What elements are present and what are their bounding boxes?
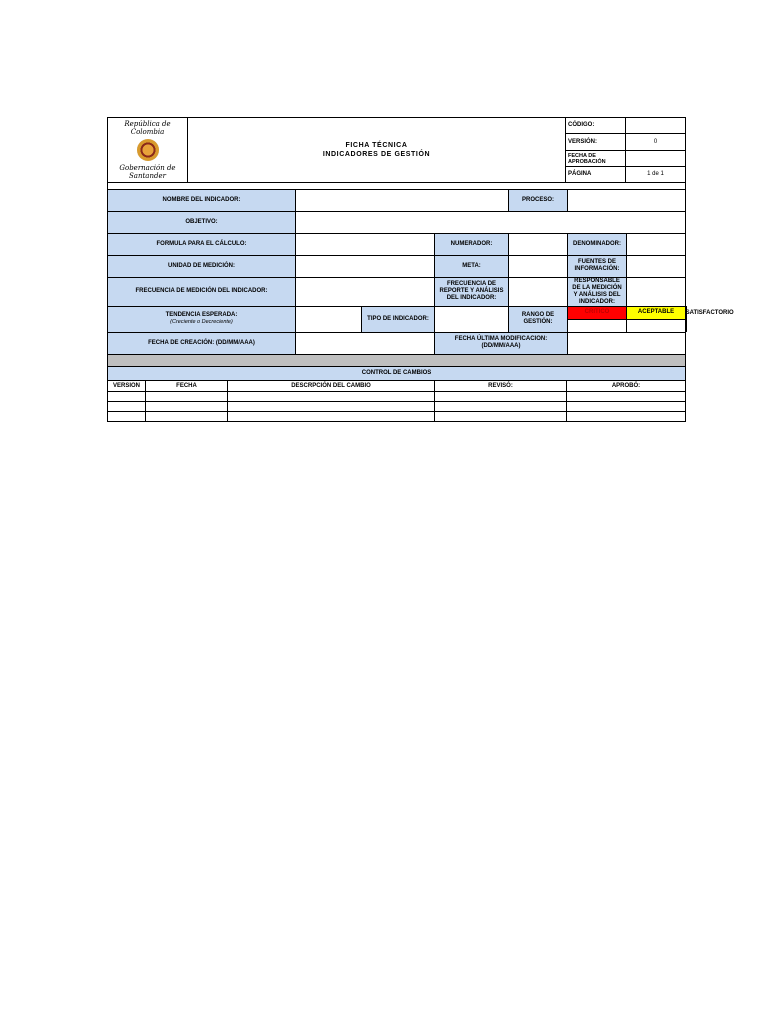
separator-band: [108, 354, 686, 366]
cell-descripcion[interactable]: [228, 412, 435, 422]
table-row: [108, 392, 686, 402]
control-cambios-table: [107, 367, 686, 423]
numerador-label: NUMERADOR:: [435, 233, 509, 255]
cell-fecha[interactable]: [146, 402, 228, 412]
title-line-1: FICHA TÉCNICA: [345, 142, 408, 149]
formula-field[interactable]: [296, 233, 435, 255]
numerador-field[interactable]: [509, 233, 568, 255]
responsable-label: RESPONSABLE DE LA MEDICIÓN Y ANÁLISIS DEL INDICADOR:: [568, 277, 627, 306]
col-header-reviso: REVISÓ:: [435, 381, 567, 392]
pagina-value: 1 de 1: [626, 167, 686, 183]
fuentes-label: FUENTES DE INFORMACIÓN:: [568, 255, 627, 277]
fecha-aprobacion-label: FECHA DE APROBACIÓN: [566, 151, 626, 167]
meta-field[interactable]: [509, 255, 568, 277]
rango-aceptable-badge: ACEPTABLE: [627, 306, 686, 319]
control-cambios-title: CONTROL DE CAMBIOS: [108, 367, 686, 381]
denominador-label: DENOMINADOR:: [568, 233, 627, 255]
cell-fecha[interactable]: [146, 392, 228, 402]
coat-of-arms-icon: [137, 139, 159, 161]
cell-descripcion[interactable]: [228, 392, 435, 402]
title-line-2: INDICADORES DE GESTIÓN: [322, 151, 431, 158]
rango-gestion-label: RANGO DE GESTIÓN:: [509, 306, 568, 332]
col-header-descripcion: DESCRPCIÓN DEL CAMBIO: [228, 381, 435, 392]
tipo-indicador-field[interactable]: [435, 306, 509, 332]
tendencia-field[interactable]: [296, 306, 362, 332]
cell-aprobo[interactable]: [567, 402, 686, 412]
document-title: [188, 118, 566, 183]
col-header-fecha: FECHA: [146, 381, 228, 392]
logo-line-republica: República de Colombia: [124, 120, 171, 136]
meta-label: META:: [435, 255, 509, 277]
table-row: [108, 402, 686, 412]
government-logo: [108, 118, 188, 183]
unidad-medicion-field[interactable]: [296, 255, 435, 277]
rango-satisfactorio-badge: SATISFACTORIO: [685, 306, 687, 319]
objetivo-field[interactable]: [296, 211, 686, 233]
fecha-aprobacion-value: [626, 151, 686, 167]
codigo-label: CÓDIGO:: [566, 118, 626, 134]
table-row: [108, 412, 686, 422]
unidad-medicion-label: UNIDAD DE MEDICIÓN:: [108, 255, 296, 277]
version-value: 0: [626, 134, 686, 151]
col-header-version: VERSION: [108, 381, 146, 392]
cell-aprobo[interactable]: [567, 412, 686, 422]
proceso-label: PROCESO:: [509, 189, 568, 211]
proceso-field[interactable]: [568, 189, 686, 211]
fecha-modificacion-label: FECHA ÚLTIMA MODIFICACION: (DD/MM/AAA): [435, 332, 568, 354]
rango-critico-field[interactable]: [568, 319, 627, 332]
cell-reviso[interactable]: [435, 402, 567, 412]
frecuencia-reporte-field[interactable]: [509, 277, 568, 306]
logo-line-gobernacion: Gobernación de Santander: [119, 164, 176, 180]
nombre-indicador-field[interactable]: [296, 189, 509, 211]
cell-version[interactable]: [108, 402, 146, 412]
tipo-indicador-label: TIPO DE INDICADOR:: [362, 306, 435, 332]
fecha-creacion-label: FECHA DE CREACIÓN: (DD/MM/AAA): [108, 332, 296, 354]
nombre-indicador-label: NOMBRE DEL INDICADOR:: [108, 189, 296, 211]
frecuencia-medicion-field[interactable]: [296, 277, 435, 306]
cell-reviso[interactable]: [435, 412, 567, 422]
ficha-tecnica-sheet: [107, 117, 734, 422]
fuentes-field[interactable]: [627, 255, 686, 277]
tendencia-title: TENDENCIA ESPERADA:: [165, 312, 238, 318]
rango-aceptable-field[interactable]: [627, 319, 686, 332]
denominador-field[interactable]: [627, 233, 686, 255]
rango-critico-badge: CRITICO: [568, 306, 627, 319]
responsable-field[interactable]: [627, 277, 686, 306]
objetivo-label: OBJETIVO:: [108, 211, 296, 233]
frecuencia-medicion-label: FRECUENCIA DE MEDICIÓN DEL INDICADOR:: [108, 277, 296, 306]
rango-satisfactorio-field[interactable]: [685, 319, 687, 332]
fecha-modificacion-field[interactable]: [568, 332, 686, 354]
cell-aprobo[interactable]: [567, 392, 686, 402]
cell-reviso[interactable]: [435, 392, 567, 402]
formula-label: FORMULA PARA EL CÁLCULO:: [108, 233, 296, 255]
cell-fecha[interactable]: [146, 412, 228, 422]
codigo-value: [626, 118, 686, 134]
version-label: VERSIÓN:: [566, 134, 626, 151]
fecha-creacion-field[interactable]: [296, 332, 435, 354]
indicator-form-table: [107, 183, 686, 367]
pagina-label: PÁGINA: [566, 167, 626, 183]
cell-descripcion[interactable]: [228, 402, 435, 412]
frecuencia-reporte-label: FRECUENCIA DE REPORTE Y ANÁLISIS DEL INDICADOR:: [435, 277, 509, 306]
col-header-aprobo: APROBÓ:: [567, 381, 686, 392]
cell-version[interactable]: [108, 412, 146, 422]
tendencia-label: [108, 306, 296, 332]
cell-version[interactable]: [108, 392, 146, 402]
tendencia-note: (Creciente o Decreciente): [170, 319, 233, 325]
header-table: [107, 117, 686, 183]
